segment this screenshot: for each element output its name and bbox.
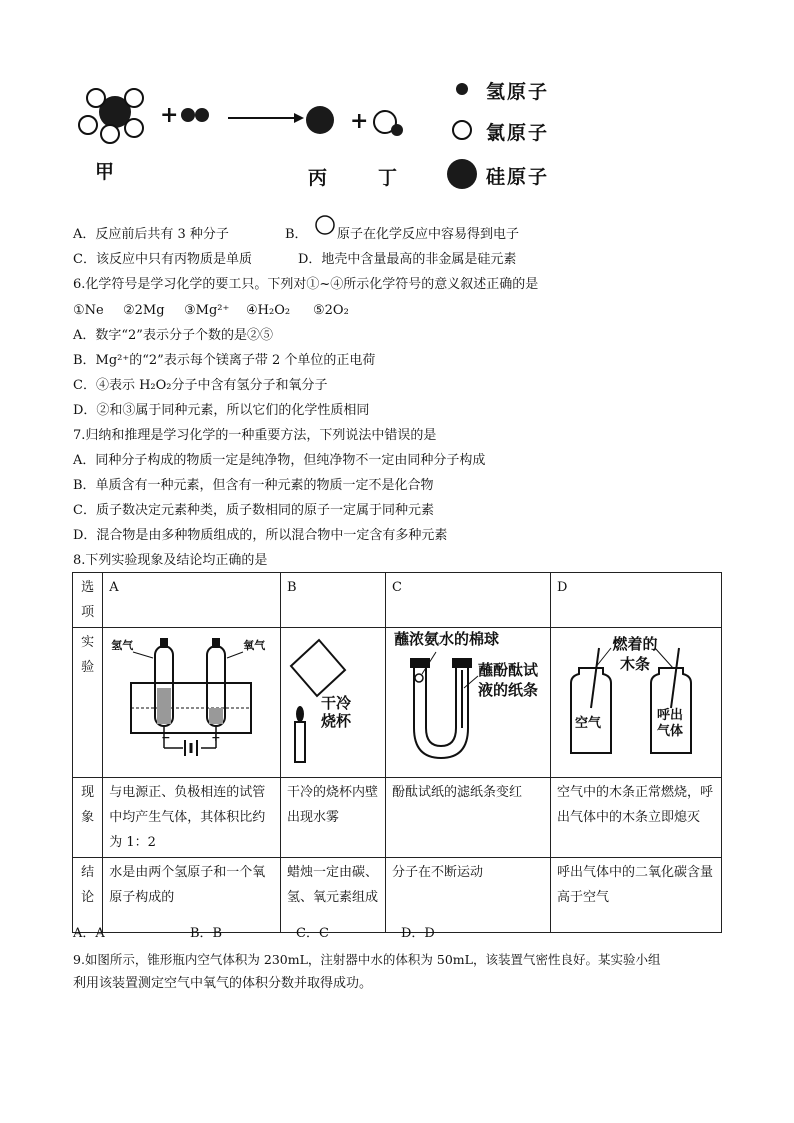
label-plus: + [211,731,221,744]
experiment-a-image [103,628,281,778]
molecule-ding [374,111,403,136]
q6-symbol-4: ④H₂O₂ [246,303,291,318]
q6-symbol-1: ①Ne [73,303,104,318]
q8-option-b: B．B [190,926,223,941]
row-label-experiment: 实验 [73,628,103,778]
legend-silicon-dot [447,159,477,189]
q8-option-c: C．C [296,926,329,941]
chlorine-atom-icon [314,214,336,236]
label-bing: 丙 [308,167,328,189]
experiment-d-image [550,628,721,778]
molecule-jia [79,89,143,143]
table-header-row [73,573,722,628]
q7-option-a: A．同种分子构成的物质一定是纯净物，但纯净物不一定由同种分子构成 [73,453,486,468]
header-a: A [103,573,281,628]
molecule-h2 [181,108,209,122]
q7-option-b: B．单质含有一种元素，但含有一种元素的物质一定不是化合物 [73,478,434,493]
q5-option-d: D．地壳中含量最高的非金属是硅元素 [298,252,517,267]
q6-symbol-2: ②2Mg [123,303,165,318]
q9-line-1: 9.如图所示，锥形瓶内空气体积为 230mL，注射器中水的体积为 50mL，该装置气密性良好。某实验小组 [73,952,661,967]
conclusion-a: 水是由两个氢原子和一个氧原子构成的 [103,858,281,933]
conclusion-b: 蜡烛一定由碳、氢、氧元素组成 [280,858,385,933]
label-hydrogen: 氢气 [111,639,134,652]
conclusion-d: 呼出气体中的二氧化碳含量高于空气 [550,858,721,933]
header-option: 选项 [73,573,103,628]
legend-silicon: 硅原子 [486,166,550,188]
label-dry-cup: 干冷烧杯 [320,694,351,730]
q5-option-b-letter: B． [285,227,308,242]
experiment-table [72,572,722,933]
label-oxygen: 氧气 [243,639,266,652]
legend-chlorine: 氯原子 [486,122,550,144]
molecule-bing [306,106,334,134]
label-ammonia-ball: 蘸浓氨水的棉球 [393,630,499,648]
phenomenon-c: 酚酞试纸的滤纸条变红 [385,778,550,858]
label-air: 空气 [574,716,601,731]
q9-line-2: 利用该装置测定空气中氧气的体积分数并取得成功。 [73,976,373,991]
q8-option-a: A．A [73,926,105,941]
phenomenon-b: 干冷的烧杯内壁出现水雾 [280,778,385,858]
q7-option-c: C．质子数决定元素种类，质子数相同的原子一定属于同种元素 [73,503,434,518]
q5-option-a: A．反应前后共有 3 种分子 [73,227,229,242]
row-label-phenomenon: 现象 [73,778,103,858]
q6-option-c: C．④表示 H₂O₂分子中含有氢分子和氧分子 [73,378,328,393]
header-b: B [280,573,385,628]
phenomenon-a: 与电源正、负极相连的试管中均产生气体，其体积比约为 1：2 [103,778,281,858]
legend-chlorine-dot [453,121,471,139]
phenomenon-d: 空气中的木条正常燃烧，呼出气体中的木条立即熄灭 [550,778,721,858]
legend-hydrogen: 氢原子 [486,81,550,103]
header-d: D [550,573,721,628]
q6-stem: 6.化学符号是学习化学的要工只。下列对①~④所示化学符号的意义叙述正确的是 [73,277,539,292]
experiment-b-image [280,628,385,778]
table-row-conclusion [73,858,722,933]
q7-stem: 7.归纳和推理是学习化学的一种重要方法，下列说法中错误的是 [73,428,437,443]
q8-option-d: D．D [401,926,435,941]
q6-option-d: D．②和③属于同种元素，所以它们的化学性质相同 [73,403,370,418]
table-row-phenomenon [73,778,722,858]
q5-option-b: 原子在化学反应中容易得到电子 [337,227,520,242]
q6-option-a: A．数字“2”表示分子个数的是②⑤ [73,328,273,343]
header-c: C [385,573,550,628]
table-row-experiment [73,628,722,778]
row-label-conclusion: 结论 [73,858,103,933]
conclusion-c: 分子在不断运动 [385,858,550,933]
label-minus: − [161,731,171,744]
q6-symbol-5: ⑤2O₂ [313,303,349,318]
experiment-c-image [385,628,550,778]
label-exhaled-gas: 呼出气体 [656,708,683,739]
q6-symbol-3: ③Mg²⁺ [184,303,230,318]
q7-option-d: D．混合物是由多种物质组成的，所以混合物中一定含有多种元素 [73,528,448,543]
label-phenolphthalein-paper: 蘸酚酞试液的纸条 [477,661,538,699]
q6-option-b: B．Mg²⁺的“2”表示每个镁离子带 2 个单位的正电荷 [73,353,376,368]
svg-text:+: + [160,102,179,128]
label-burning-stick: 燃着的木条 [612,635,658,673]
legend-hydrogen-dot [456,83,468,95]
q5-option-c: C．该反应中只有丙物质是单质 [73,252,252,267]
svg-text:+: + [350,108,369,134]
label-jia: 甲 [95,161,115,183]
q8-stem: 8.下列实验现象及结论均正确的是 [73,553,268,568]
label-ding: 丁 [378,167,398,189]
